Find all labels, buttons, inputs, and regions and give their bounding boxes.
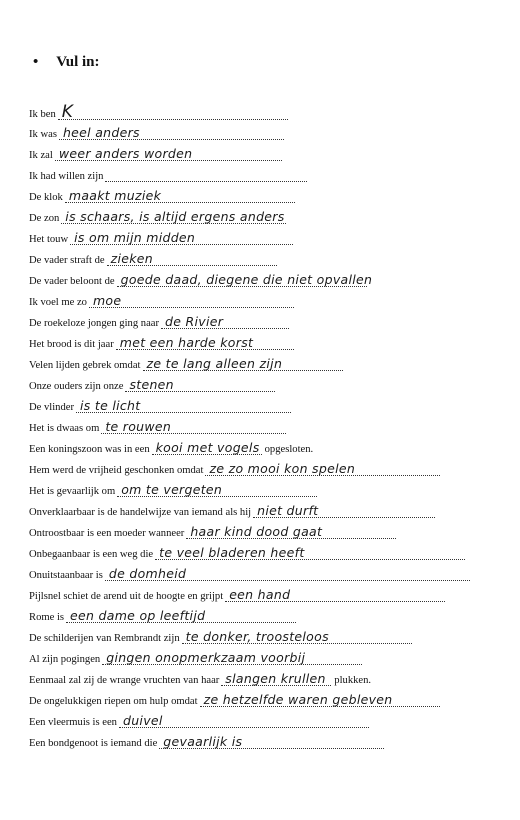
answer-blank[interactable]	[116, 335, 294, 350]
handwritten-answer: te rouwen	[105, 419, 172, 434]
answer-blank[interactable]	[105, 566, 470, 581]
sentence-row	[29, 376, 500, 392]
sentence-prompt: De schilderijen van Rembrandt zijn	[29, 633, 180, 644]
sentence-prompt: Het is gevaarlijk om	[29, 486, 116, 497]
sentence-prompt: Onverklaarbaar is de handelwijze van iemand als hij	[29, 507, 252, 518]
worksheet-heading	[33, 54, 100, 71]
sentence-row	[29, 124, 500, 140]
sentence-row	[29, 271, 500, 287]
handwritten-answer: haar kind dood gaat	[190, 524, 323, 539]
sentence-row	[29, 691, 500, 707]
sentence-prompt: Eenmaal zal zij de wrange vruchten van haar	[29, 675, 220, 686]
handwritten-answer: goede daad, diegene die niet opvallen	[120, 272, 373, 287]
sentence-prompt: De vader beloont de	[29, 276, 115, 287]
handwritten-answer: een hand	[229, 587, 291, 602]
handwritten-answer: is te licht	[80, 398, 141, 413]
sentence-row	[29, 397, 500, 413]
sentence-row	[29, 586, 500, 602]
sentence-prompt: Ik ben	[29, 109, 56, 120]
handwritten-answer: is om mijn midden	[74, 230, 196, 245]
answer-blank[interactable]	[66, 608, 296, 623]
handwritten-answer: ze zo mooi kon spelen	[209, 461, 356, 476]
handwritten-answer: heel anders	[62, 125, 140, 140]
sentence-prompt: Pijlsnel schiet de arend uit de hoogte en grijpt	[29, 591, 224, 602]
handwritten-answer: K	[61, 102, 74, 122]
answer-blank[interactable]	[161, 314, 289, 329]
sentence-prompt: Ik zal	[29, 150, 53, 161]
answer-blank[interactable]	[76, 398, 291, 413]
sentence-row	[29, 418, 500, 434]
answer-blank[interactable]	[58, 102, 288, 122]
handwritten-answer: weer anders worden	[58, 146, 193, 161]
answer-blank[interactable]	[117, 482, 317, 497]
answer-blank[interactable]	[253, 503, 435, 518]
answer-blank[interactable]	[205, 461, 440, 476]
handwritten-answer: ze hetzelfde waren gebleven	[203, 692, 393, 707]
sentence-prompt: Hem werd de vrijheid geschonken omdat	[29, 465, 204, 476]
sentence-prompt: De zon	[29, 213, 60, 224]
sentence-prompt: Velen lijden gebrek omdat	[29, 360, 141, 371]
handwritten-answer: kooi met vogels	[155, 440, 260, 455]
sentence-row	[29, 250, 500, 266]
sentence-prompt: Al zijn pogingen	[29, 654, 101, 665]
answer-blank[interactable]	[65, 188, 295, 203]
handwritten-answer: een dame op leeftijd	[70, 608, 206, 623]
sentence-row	[29, 523, 500, 539]
answer-blank[interactable]	[182, 629, 412, 644]
answer-blank[interactable]	[221, 671, 331, 686]
handwritten-answer: moe	[92, 293, 122, 308]
sentence-row	[29, 607, 500, 623]
handwritten-answer: duivel	[122, 713, 163, 728]
sentence-suffix: plukken.	[334, 675, 372, 686]
handwritten-answer: is schaars, is altijd ergens anders	[65, 209, 285, 224]
sentence-prompt: Het is dwaas om	[29, 423, 100, 434]
sentence-row	[29, 502, 500, 518]
answer-blank[interactable]	[61, 209, 286, 224]
handwritten-answer: om te vergeten	[121, 482, 223, 497]
sentence-prompt: Rome is	[29, 612, 65, 623]
sentence-row	[29, 334, 500, 350]
handwritten-answer: de domheid	[108, 566, 187, 581]
sentence-row	[29, 439, 500, 455]
answer-blank[interactable]	[117, 272, 373, 287]
answer-blank[interactable]	[101, 419, 286, 434]
sentence-row	[29, 292, 500, 308]
sentence-row	[29, 670, 500, 686]
handwritten-answer: maakt muziek	[68, 188, 162, 203]
answer-blank[interactable]	[152, 440, 262, 455]
answer-blank[interactable]	[200, 692, 440, 707]
sentence-prompt: Een koningszoon was in een	[29, 444, 150, 455]
answer-blank[interactable]	[59, 125, 284, 140]
answer-blank[interactable]	[102, 650, 362, 665]
sentence-row	[29, 187, 500, 203]
answer-blank[interactable]	[125, 377, 275, 392]
handwritten-answer: gingen onopmerkzaam voorbij	[106, 650, 306, 665]
sentence-row	[29, 628, 500, 644]
sentence-suffix: opgesloten.	[264, 444, 314, 455]
sentence-row	[29, 460, 500, 476]
sentence-row	[29, 313, 500, 329]
sentence-row	[29, 104, 500, 120]
sentence-row	[29, 355, 500, 371]
heading-title: Vul in:	[56, 54, 100, 70]
sentence-row	[29, 145, 500, 161]
sentence-row	[29, 733, 500, 749]
sentence-prompt: Een vleermuis is een	[29, 717, 117, 728]
answer-blank[interactable]	[225, 587, 445, 602]
sentence-prompt: Onuitstaanbaar is	[29, 570, 103, 581]
answer-blank[interactable]	[119, 713, 369, 728]
sentence-row	[29, 229, 500, 245]
sentence-prompt: De vlinder	[29, 402, 75, 413]
sentence-prompt: De klok	[29, 192, 63, 203]
sentence-prompt: De vader straft de	[29, 255, 105, 266]
handwritten-answer: zieken	[110, 251, 153, 266]
sentence-row	[29, 481, 500, 497]
sentence-row	[29, 712, 500, 728]
handwritten-answer: te veel bladeren heeft	[159, 545, 305, 560]
sentence-prompt: Ik was	[29, 129, 57, 140]
sentence-prompt: Een bondgenoot is iemand die	[29, 738, 158, 749]
handwritten-answer: de Rivier	[165, 314, 224, 329]
handwritten-answer: niet durft	[257, 503, 319, 518]
answer-blank[interactable]	[186, 524, 396, 539]
handwritten-answer: met een harde korst	[119, 335, 254, 350]
answer-blank[interactable]	[143, 356, 343, 371]
handwritten-answer: slangen krullen	[225, 671, 326, 686]
handwritten-answer: ze te lang alleen zijn	[146, 356, 283, 371]
answer-blank[interactable]	[70, 230, 293, 245]
sentence-prompt: Ik had willen zijn	[29, 171, 104, 182]
sentence-prompt: Onbegaanbaar is een weg die	[29, 549, 154, 560]
sentence-prompt: De roekeloze jongen ging naar	[29, 318, 160, 329]
answer-blank[interactable]	[155, 545, 465, 560]
sentence-row	[29, 544, 500, 560]
sentence-row	[29, 166, 500, 182]
sentence-prompt: Ik voel me zo	[29, 297, 87, 308]
sentence-row	[29, 649, 500, 665]
sentence-prompt: De ongelukkigen riepen om hulp omdat	[29, 696, 198, 707]
sentence-prompt: Het touw	[29, 234, 69, 245]
sentence-prompt: Het brood is dit jaar	[29, 339, 114, 350]
sentence-row	[29, 565, 500, 581]
sentence-row	[29, 208, 500, 224]
handwritten-answer: gevaarlijk is	[163, 734, 243, 749]
answer-blank[interactable]	[105, 170, 307, 182]
bullet-icon: •	[33, 54, 39, 70]
handwritten-answer: stenen	[129, 377, 174, 392]
answer-blank[interactable]	[107, 251, 277, 266]
answer-blank[interactable]	[89, 293, 294, 308]
handwritten-answer: te donker, troosteloos	[185, 629, 329, 644]
answer-blank[interactable]	[55, 146, 282, 161]
answer-blank[interactable]	[159, 734, 384, 749]
sentence-prompt: Onze ouders zijn onze	[29, 381, 124, 392]
sentence-prompt: Ontroostbaar is een moeder wanneer	[29, 528, 185, 539]
